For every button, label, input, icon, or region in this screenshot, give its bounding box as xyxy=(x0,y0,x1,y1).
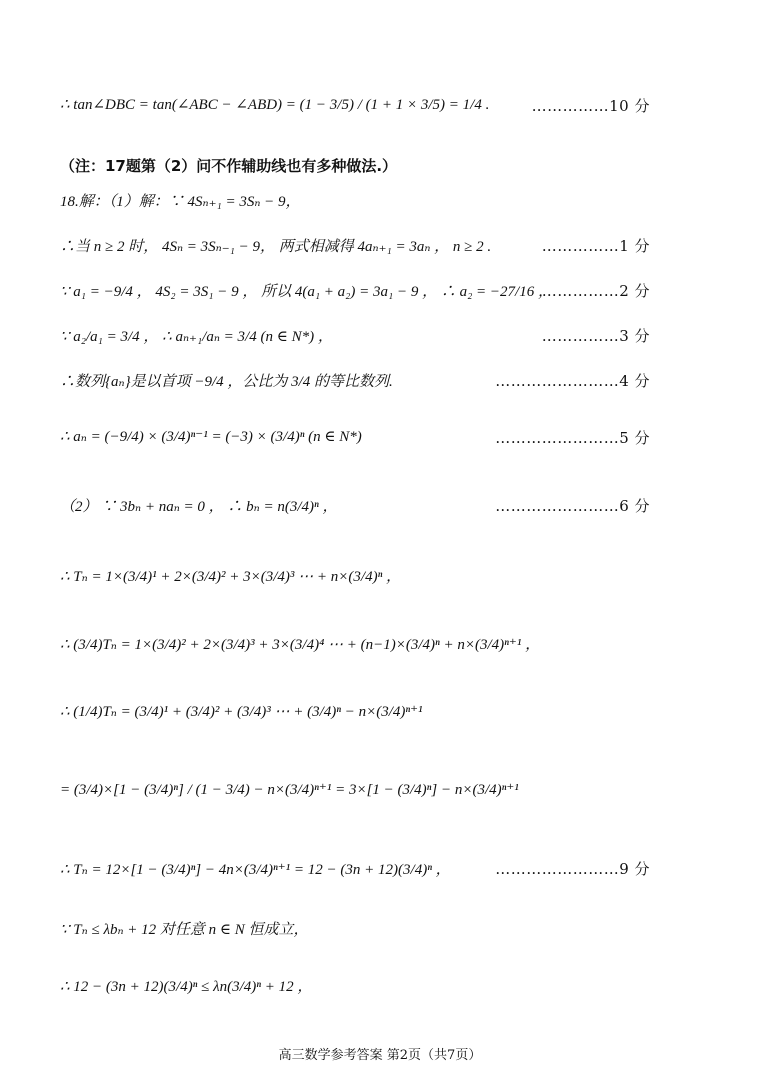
solution-line: ∴ 12 − (3n + 12)(3/4)ⁿ ≤ λn(3/4)ⁿ + 12 ， xyxy=(60,979,313,995)
score-mark: ……………………9 分 xyxy=(495,860,650,878)
score-mark: ……………………4 分 xyxy=(495,372,650,390)
solution-line: ∴数列{aₙ}是以首项 −9/4 ，公比为 3/4 的等比数列. xyxy=(60,374,393,390)
solution-line: ∵ Tₙ ≤ λbₙ + 12 对任意 n ∈ N 恒成立， xyxy=(60,922,309,938)
score-mark: ……………2 分 xyxy=(541,282,650,300)
score-mark: ……………3 分 xyxy=(541,327,650,345)
solution-line: = (3/4)×[1 − (3/4)ⁿ] / (1 − 3/4) − n×(3/4)ⁿ⁺¹ = 3×[1 − (3/4)ⁿ] − n×(3/4)ⁿ⁺¹ xyxy=(60,782,519,798)
solution-line: ∴当 n ≥ 2 时， 4Sₙ = 3Sₙ₋₁ − 9， 两式相减得 4aₙ₊₁ = 3aₙ ， n ≥ 2 . xyxy=(60,239,492,255)
score-mark: ……………10 分 xyxy=(531,97,650,115)
solution-line: ∵ a₁ = −9/4 ， 4S₂ = 3S₁ − 9 ， 所以 4(a₁ + a₂) = 3a₁ − 9 ， ∴ a₂ = −27/16 ， xyxy=(60,284,553,300)
solution-line: ∴ aₙ = (−9/4) × (3/4)ⁿ⁻¹ = (−3) × (3/4)ⁿ (n ∈ N*) xyxy=(60,429,362,445)
score-mark: ……………………5 分 xyxy=(495,429,650,447)
solution-line: （2） ∵ 3bₙ + naₙ = 0 ， ∴ bₙ = n(3/4)ⁿ ， xyxy=(60,499,338,515)
solution-line: ∵ a₂/a₁ = 3/4 ， ∴ aₙ₊₁/aₙ = 3/4 (n ∈ N*) ， xyxy=(60,329,333,345)
solution-line: 18.解：（1）解：∵ 4Sₙ₊₁ = 3Sₙ − 9， xyxy=(60,194,301,210)
solution-line: ∴ (3/4)Tₙ = 1×(3/4)² + 2×(3/4)³ + 3×(3/4)⁴ ⋯ + (n−1)×(3/4)ⁿ + n×(3/4)ⁿ⁺¹ ， xyxy=(60,637,541,653)
page-footer: 高三数学参考答案 第2页（共7页） xyxy=(278,1048,482,1063)
score-mark: ……………1 分 xyxy=(541,237,650,255)
score-mark: ……………………6 分 xyxy=(495,497,650,515)
solution-line: ∴ tan∠DBC = tan(∠ABC − ∠ABD) = (1 − 3/5) / (1 + 1 × 3/5) = 1/4 . xyxy=(60,97,490,113)
solution-line: ∴ Tₙ = 1×(3/4)¹ + 2×(3/4)² + 3×(3/4)³ ⋯ + n×(3/4)ⁿ ， xyxy=(60,569,402,585)
solution-line: ∴ (1/4)Tₙ = (3/4)¹ + (3/4)² + (3/4)³ ⋯ + (3/4)ⁿ − n×(3/4)ⁿ⁺¹ xyxy=(60,704,423,720)
solution-line: ∴ Tₙ = 12×[1 − (3/4)ⁿ] − 4n×(3/4)ⁿ⁺¹ = 12 − (3n + 12)(3/4)ⁿ ， xyxy=(60,862,451,878)
note-line: （注：17题第（2）问不作辅助线也有多种做法.） xyxy=(60,157,398,175)
